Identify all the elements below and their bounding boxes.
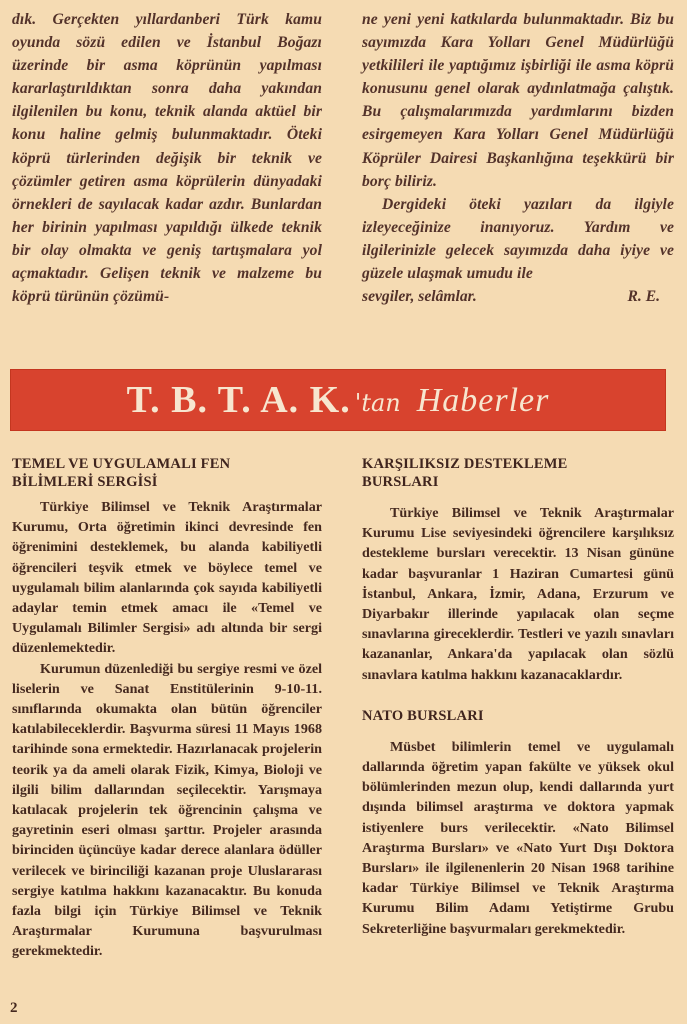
signature: R. E. <box>627 288 660 306</box>
intro-paragraph: ne yeni yeni katkılarda bulunmaktadır. Biz bu sayımızda Kara Yolları Genel Müdürlüğü yetkilileri ile yaptığımız işbirliği ile asma köprü konusunu genel olarak aydınlatmağa çalıştık. Bu çalışmalarımızda yardımlarını bizden esirgemeyen Kara Yolları Genel Müdürlüğü Köprüler Dairesi Başkanlığına teşekkürü bir borç biliriz. <box>362 11 674 190</box>
article-paragraph: Müsbet bilimlerin temel ve uygulamalı dallarında öğretim yapan fakülte ve yüksek okul bölümlerinden mezun olup, kendi dallarında yurt dışında bilimsel araştırma ve doktora yapmak istiyenlere burs verilecektir. «Nato Bilimsel Araştırma Bursları» ve «Nato Yurt Dışı Doktora Bursları» ile ilgilenenlerin 20 Nisan 1968 tarihine kadar Türkiye Bilimsel ve Teknik Araştırma Kurumu Bilim Adamı Yetiştirme Grubu Sekreterliğine başvurmaları gerekmektedir. <box>362 738 674 937</box>
article-column-left <box>12 455 322 962</box>
article-paragraph: Türkiye Bilimsel ve Teknik Araştırmalar Kurumu Lise seviyesindeki öğrencilere karşılıksız destekleme bursları verecektir. 13 Nisan gününe kadar başvuranlar 1 Haziran Cumartesi günü İstanbul, Ankara, İzmir, Adana, Erzurum ve Diyarbakır illerinde yapılacak olan seçme sınavlarına gireceklerdir. Testleri ve yazılı sınavları kazananlar, Ankara'da yapılacak olan sözlü sınavlara katılma hakkını kazanacaklardır. <box>362 505 674 683</box>
intro-paragraph: Dergideki öteki yazıları da ilgiyle izleyeceğinize inanıyoruz. Yardım ve ilgilerinizle gelecek sayımızda daha iyiye ve güzele ulaşmak umudu ile <box>362 195 674 283</box>
article-column-right <box>362 455 674 939</box>
intro-left-column <box>12 8 322 308</box>
heading-line: BİLİMLERİ SERGİSİ <box>12 474 158 490</box>
article-heading <box>362 455 674 491</box>
section-banner <box>10 369 666 431</box>
article-paragraph: Türkiye Bilimsel ve Teknik Araştırmalar Kurumu, Orta öğretimin ikinci devresinde fen öğrenimini desteklemek, bu alanda kabiliyetli öğrencileri teşvik etmek ve böylece temel ve uygulamalı bilim alanlarında çok sayıda kabiliyetli adaylar temin etmek amacı ile «Temel ve Uygulamalı Bilimler Sergisi» adı altında bir sergi düzenlemektedir. <box>12 499 322 657</box>
banner-title: Haberler <box>416 382 550 419</box>
intro-right-column <box>362 8 674 308</box>
heading-line: BURSLARI <box>362 474 439 490</box>
heading-line: KARŞILIKSIZ DESTEKLEME <box>362 456 568 472</box>
banner-initials: T. B. T. A. K. <box>126 379 351 421</box>
closing-text: sevgiler, selâmlar. <box>362 288 477 306</box>
article-nato-scholarships <box>362 707 674 939</box>
page-number: 2 <box>10 1000 18 1016</box>
article-heading: NATO BURSLARI <box>362 707 484 724</box>
article-science-fair <box>12 455 322 962</box>
article-paragraph: Kurumun düzenlediği bu sergiye resmi ve özel liselerin ve Sanat Enstitülerinin 9-10-11. sınıflarında okumakta olan bütün öğrenciler katılabileceklerdir. Başvurma süresi 11 Mayıs 1968 tarihinde sona ermektedir. Hazırlanacak projelerin teorik ya da ameli olarak Fizik, Kimya, Bioloji ve ilgili bilim dallarından seçilecektir. Yarışmaya katılacak projelerin tek öğrencinin çalışma ve gayretinin eseri olması şarttır. Projeler arasında birinciden üçüncüye kadar derece alanlara ödüller verilecek ve birinciliği kazanan proje Uluslararası sergiye katılma hakkını kazanacaktır. Bu konuda fazla bilgi için Türkiye Bilimsel ve Teknik Araştırmalar Kurumuna başvurulması gerekmektedir. <box>12 660 322 960</box>
banner-suffix: 'tan <box>354 389 401 417</box>
heading-line: TEMEL VE UYGULAMALI FEN <box>12 456 231 472</box>
closing-row <box>362 285 674 308</box>
intro-paragraph: dık. Gerçekten yıllardanberi Türk kamu oyunda sözü edilen ve İstanbul Boğazı üzerinde bir asma köprünün yapılması kararlaştırıldıktan sonra daha yakından ilgilenilen bu konu, teknik alanda aktüel bir konu haline gelmiş bulunmaktadır. Öteki köprü türlerinden değişik bir teknik ve çözümler getiren asma köprülerin dünyadaki örnekleri de sayılacak kadar azdır. Bunlardan her birinin yapılması yapıldığı ülkede teknik bir olay olmakta ve geniş tartışmalara yol açmaktadır. Gelişen teknik ve malzeme bu köprü türünün çözümü- <box>12 11 322 306</box>
article-heading <box>12 455 322 491</box>
article-support-scholarships <box>362 455 674 685</box>
